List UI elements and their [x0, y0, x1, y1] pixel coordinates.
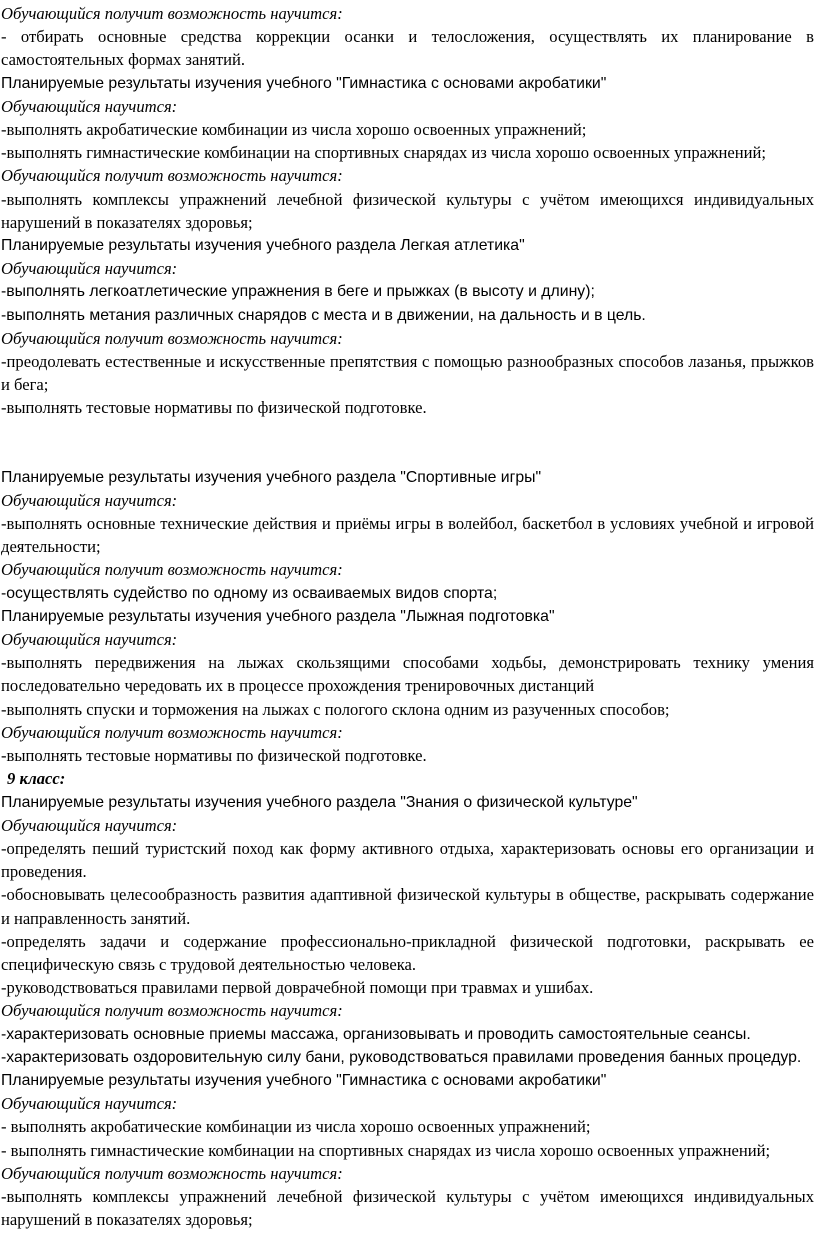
paragraph: -характеризовать оздоровительную силу бани, руководствоваться правилами проведения банных процедур.: [1, 1048, 802, 1066]
section-heading: Планируемые результаты изучения учебного раздела "Знания о физической культуре": [1, 793, 638, 811]
italic-subheading: Обучающийся получит возможность научится:: [1, 560, 343, 580]
paragraph: -выполнять комплексы упражнений лечебной физической культуры с учётом имеющихся индивидуальных нарушений в показателях здоровья;: [1, 1186, 814, 1230]
paragraph: -обосновывать целесообразность развития адаптивной физической культуры в обществе, раскрывать содержание и направленность занятий.: [1, 885, 814, 928]
paragraph: -выполнять тестовые нормативы по физической подготовке.: [1, 746, 427, 766]
italic-subheading: Обучающийся научится:: [1, 96, 178, 116]
paragraph: -выполнять основные технические действия и приёмы игры в волейбол, баскетбол в условиях учебной и игровой деятельности;: [1, 514, 814, 557]
paragraph: - отбирать основные средства коррекции осанки и телосложения, осуществлять их планирование в самостоятельных формах занятий.: [1, 27, 814, 70]
paragraph: -преодолевать естественные и искусственные препятствия с помощью разнообразных способов лазанья, прыжков и бега;: [1, 352, 814, 395]
paragraph: -выполнять комплексы упражнений лечебной физической культуры с учётом имеющихся индивидуальных нарушений в показателях здоровья;: [1, 189, 814, 232]
document-body: [1, 2, 814, 1231]
italic-subheading: Обучающийся получит возможность научится:: [1, 1163, 343, 1183]
section-heading: Планируемые результаты изучения учебного "Гимнастика с основами акробатики": [1, 74, 607, 92]
italic-subheading: Обучающийся научится:: [1, 630, 178, 650]
blank-spacer: [1, 420, 814, 466]
paragraph: -определять задачи и содержание профессионально-прикладной физической подготовки, раскрывать ее специфическую связь с трудовой деятельностью человека.: [1, 931, 814, 974]
paragraph: -определять пеший туристский поход как форму активного отдыха, характеризовать основы его организации и проведения.: [1, 838, 814, 882]
paragraph: -выполнять спуски и торможения на лыжах с пологого склона одним из разученных способов;: [1, 699, 670, 719]
paragraph: -выполнять передвижения на лыжах скользящими способами ходьбы, демонстрировать технику умения последовательно чередовать их в процессе прохождения тренировочных дистанций: [1, 653, 814, 696]
italic-subheading: Обучающийся получит возможность научится:: [1, 4, 343, 23]
italic-subheading: Обучающийся научится:: [1, 815, 178, 835]
italic-subheading: Обучающийся получит возможность научится:: [1, 328, 343, 348]
paragraph: -руководствоваться правилами первой доврачебной помощи при травмах и ушибах.: [1, 978, 594, 998]
italic-subheading: Обучающийся научится:: [1, 259, 178, 279]
paragraph: -выполнять акробатические комбинации из числа хорошо освоенных упражнений;: [1, 120, 587, 140]
paragraph: -выполнять метания различных снарядов с места и в движении, на дальность и в цель.: [1, 306, 646, 324]
section-heading: Планируемые результаты изучения учебного раздела "Спортивные игры": [1, 468, 542, 486]
section-heading: Планируемые результаты изучения учебного "Гимнастика с основами акробатики": [1, 1071, 607, 1089]
grade-heading: 9 класс:: [7, 769, 66, 789]
section-heading: Планируемые результаты изучения учебного раздела "Лыжная подготовка": [1, 607, 555, 625]
paragraph: -выполнять легкоатлетические упражнения в беге и прыжках (в высоту и длину);: [1, 283, 595, 301]
italic-subheading: Обучающийся научится:: [1, 1094, 178, 1114]
paragraph: -осуществлять судейство по одному из осваиваемых видов спорта;: [1, 584, 498, 602]
section-heading: Планируемые результаты изучения учебного раздела Легкая атлетика": [1, 237, 525, 255]
italic-subheading: Обучающийся получит возможность научится:: [1, 1001, 343, 1021]
paragraph: - выполнять гимнастические комбинации на спортивных снарядах из числа хорошо освоенных упражнений;: [1, 1140, 771, 1160]
italic-subheading: Обучающийся получит возможность научится:: [1, 722, 343, 742]
italic-subheading: Обучающийся научится:: [1, 490, 178, 510]
paragraph: -характеризовать основные приемы массажа, организовывать и проводить самостоятельные сеансы.: [1, 1025, 751, 1043]
paragraph: -выполнять тестовые нормативы по физической подготовке.: [1, 398, 427, 418]
paragraph: - выполнять акробатические комбинации из числа хорошо освоенных упражнений;: [1, 1117, 591, 1137]
italic-subheading: Обучающийся получит возможность научится:: [1, 166, 343, 186]
paragraph: -выполнять гимнастические комбинации на спортивных снарядах из числа хорошо освоенных упражнений;: [1, 143, 766, 163]
